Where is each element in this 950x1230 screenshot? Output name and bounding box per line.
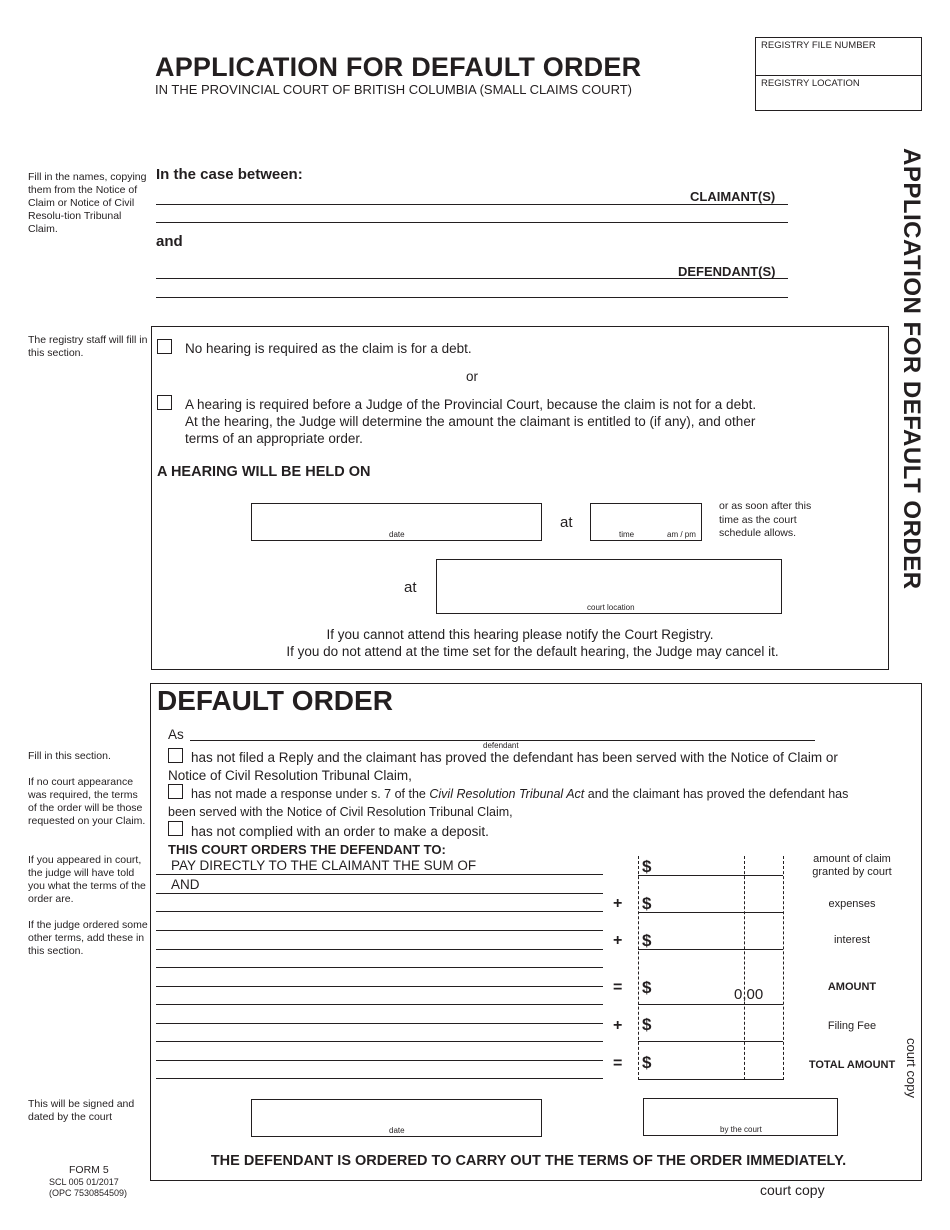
soon-after-note: or as soon after this time as the court schedule allows. <box>719 500 812 539</box>
opc-number: (OPC 7530854509) <box>49 1188 128 1198</box>
amount-cents-divider <box>744 856 745 1080</box>
term-line[interactable] <box>156 930 603 931</box>
side-title: APPLICATION FOR DEFAULT ORDER <box>898 148 925 590</box>
orders-heading: THIS COURT ORDERS THE DEFENDANT TO: <box>168 842 446 857</box>
order-date-field[interactable] <box>251 1099 542 1137</box>
hearing-required-line1: A hearing is required before a Judge of the Provincial Court, because the claim is not for a debt. <box>185 397 757 412</box>
page-subtitle: IN THE PROVINCIAL COURT OF BRITISH COLUMBIA (SMALL CLAIMS COURT) <box>155 82 632 97</box>
hearing-required-checkbox[interactable] <box>157 395 172 410</box>
case-between-label: In the case between: <box>156 166 303 183</box>
claim-dollar-sign: $ <box>642 857 652 876</box>
note-appeared: If you appeared in court, the judge will have told you what the terms of the order are. <box>28 854 146 905</box>
note-registry: The registry staff will fill in this section. <box>28 334 148 359</box>
no-hearing-label: No hearing is required as the claim is for a debt. <box>185 341 472 356</box>
hearing-section <box>151 326 889 670</box>
and-terms-label: AND <box>171 877 200 892</box>
total-equals-sign: = <box>613 1055 623 1072</box>
term-line[interactable] <box>156 1060 603 1061</box>
hearing-heading: A HEARING WILL BE HELD ON <box>157 464 371 480</box>
court-copy-label: court copy <box>760 1182 825 1198</box>
note-no-appearance: If no court appearance was required, the terms of the order will be those requested on your Claim. <box>28 776 146 827</box>
by-court-label: by the court <box>720 1125 762 1134</box>
term-line[interactable] <box>156 874 603 875</box>
at-label-2: at <box>404 579 417 596</box>
total-dollar-sign: $ <box>642 1053 652 1072</box>
defendant-line-label: defendant <box>483 741 519 750</box>
notice-line-1: If you cannot attend this hearing please notify the Court Registry. <box>326 627 714 642</box>
am-pm-label: am / pm <box>667 530 696 539</box>
hearing-date-label: date <box>389 530 405 539</box>
claim-amount-line[interactable] <box>638 875 783 876</box>
no-reply-line1: has not filed a Reply and the claimant has proved the defendant has been served with the Notice of Claim or <box>191 750 838 765</box>
term-line[interactable] <box>156 893 603 894</box>
court-signature-field[interactable] <box>643 1098 838 1136</box>
no-response-checkbox[interactable] <box>168 784 183 799</box>
amount-column-right <box>783 856 784 1080</box>
registry-box <box>755 37 922 111</box>
court-location-field[interactable] <box>436 559 782 614</box>
note-fill-section: Fill in this section. <box>28 750 111 762</box>
total-amount-label: TOTAL AMOUNT <box>808 1059 896 1071</box>
notice-line-2: If you do not attend at the time set for the default hearing, the Judge may cancel it. <box>286 644 779 659</box>
filing-fee-plus-sign: + <box>613 1017 623 1034</box>
note-names: Fill in the names, copying them from the Notice of Claim or Notice of Civil Resolu-tion Tribunal Claim. <box>28 171 147 235</box>
hearing-time-label: time <box>619 530 635 539</box>
registry-location-field[interactable]: REGISTRY LOCATION <box>756 75 921 112</box>
interest-label: interest <box>833 934 871 946</box>
note-signed: This will be signed and dated by the court <box>28 1098 135 1123</box>
crt-act-title: Civil Resolution Tribunal Act <box>429 787 585 801</box>
immediate-order-statement: THE DEFENDANT IS ORDERED TO CARRY OUT THE TERMS OF THE ORDER IMMEDIATELY. <box>210 1153 847 1169</box>
expenses-dollar-sign: $ <box>642 894 652 913</box>
and-label: and <box>156 233 183 250</box>
claimants-label: CLAIMANT(S) <box>690 189 776 204</box>
no-deposit-label: has not complied with an order to make a deposit. <box>191 824 489 839</box>
no-reply-line2: Notice of Civil Resolution Tribunal Claim, <box>168 768 412 783</box>
amount-total-line[interactable] <box>638 1004 783 1005</box>
court-location-label: court location <box>587 603 635 612</box>
registry-file-number-field[interactable]: REGISTRY FILE NUMBER <box>761 40 876 51</box>
or-label: or <box>466 369 479 384</box>
term-line[interactable] <box>156 949 603 950</box>
hearing-date-field[interactable] <box>251 503 542 541</box>
amount-value[interactable]: 0,00 <box>734 986 764 1003</box>
order-date-label: date <box>389 1126 405 1135</box>
claim-amount-label: amount of claim granted by court <box>812 853 892 878</box>
term-line[interactable] <box>156 1078 603 1079</box>
note-other-terms: If the judge ordered some other terms, add these in this section. <box>28 919 148 957</box>
amount-column-left <box>638 856 639 1080</box>
defendant-line-2[interactable] <box>156 297 788 298</box>
hearing-required-line3: terms of an appropriate order. <box>185 431 363 446</box>
claimant-line-1[interactable] <box>156 204 788 205</box>
filing-fee-line[interactable] <box>638 1041 783 1042</box>
no-response-line1 <box>191 787 848 801</box>
term-line[interactable] <box>156 1041 603 1042</box>
total-amount-line[interactable] <box>638 1079 783 1080</box>
expenses-plus-sign: + <box>613 895 623 912</box>
expenses-label: expenses <box>828 898 876 910</box>
expenses-amount-line[interactable] <box>638 912 783 913</box>
interest-plus-sign: + <box>613 932 623 949</box>
no-deposit-checkbox[interactable] <box>168 821 183 836</box>
at-label-1: at <box>560 514 573 531</box>
amount-dollar-sign: $ <box>642 978 652 997</box>
term-line[interactable] <box>156 967 603 968</box>
filing-fee-dollar-sign: $ <box>642 1015 652 1034</box>
interest-dollar-sign: $ <box>642 931 652 950</box>
term-line[interactable] <box>156 1023 603 1024</box>
term-line[interactable] <box>156 911 603 912</box>
claimant-line-2[interactable] <box>156 222 788 223</box>
interest-amount-line[interactable] <box>638 949 783 950</box>
as-label: As <box>168 727 184 742</box>
defendants-label: DEFENDANT(S) <box>678 264 776 279</box>
form-number: FORM 5 <box>69 1164 109 1176</box>
no-response-text-a: has not made a response under s. 7 of the <box>191 787 430 801</box>
hearing-time-field[interactable] <box>590 503 702 541</box>
amount-equals-sign: = <box>613 979 623 996</box>
term-line[interactable] <box>156 1004 603 1005</box>
no-reply-checkbox[interactable] <box>168 748 183 763</box>
hearing-required-line2: At the hearing, the Judge will determine the amount the claimant is entitled to (if any), and other <box>185 414 756 429</box>
form-code: SCL 005 01/2017 <box>49 1177 119 1187</box>
filing-fee-label: Filing Fee <box>827 1020 877 1032</box>
term-line[interactable] <box>156 986 603 987</box>
amount-label: AMOUNT <box>827 981 877 993</box>
court-copy-vertical: court copy <box>904 1038 919 1098</box>
page-title: APPLICATION FOR DEFAULT ORDER <box>155 52 642 82</box>
defendant-line-1[interactable] <box>156 278 788 279</box>
no-response-line2: been served with the Notice of Civil Resolution Tribunal Claim, <box>168 805 513 819</box>
pay-directly-label: PAY DIRECTLY TO THE CLAIMANT THE SUM OF <box>171 858 477 873</box>
no-hearing-checkbox[interactable] <box>157 339 172 354</box>
no-response-text-b: and the claimant has proved the defendant has <box>584 787 849 801</box>
default-order-heading: DEFAULT ORDER <box>157 685 393 716</box>
